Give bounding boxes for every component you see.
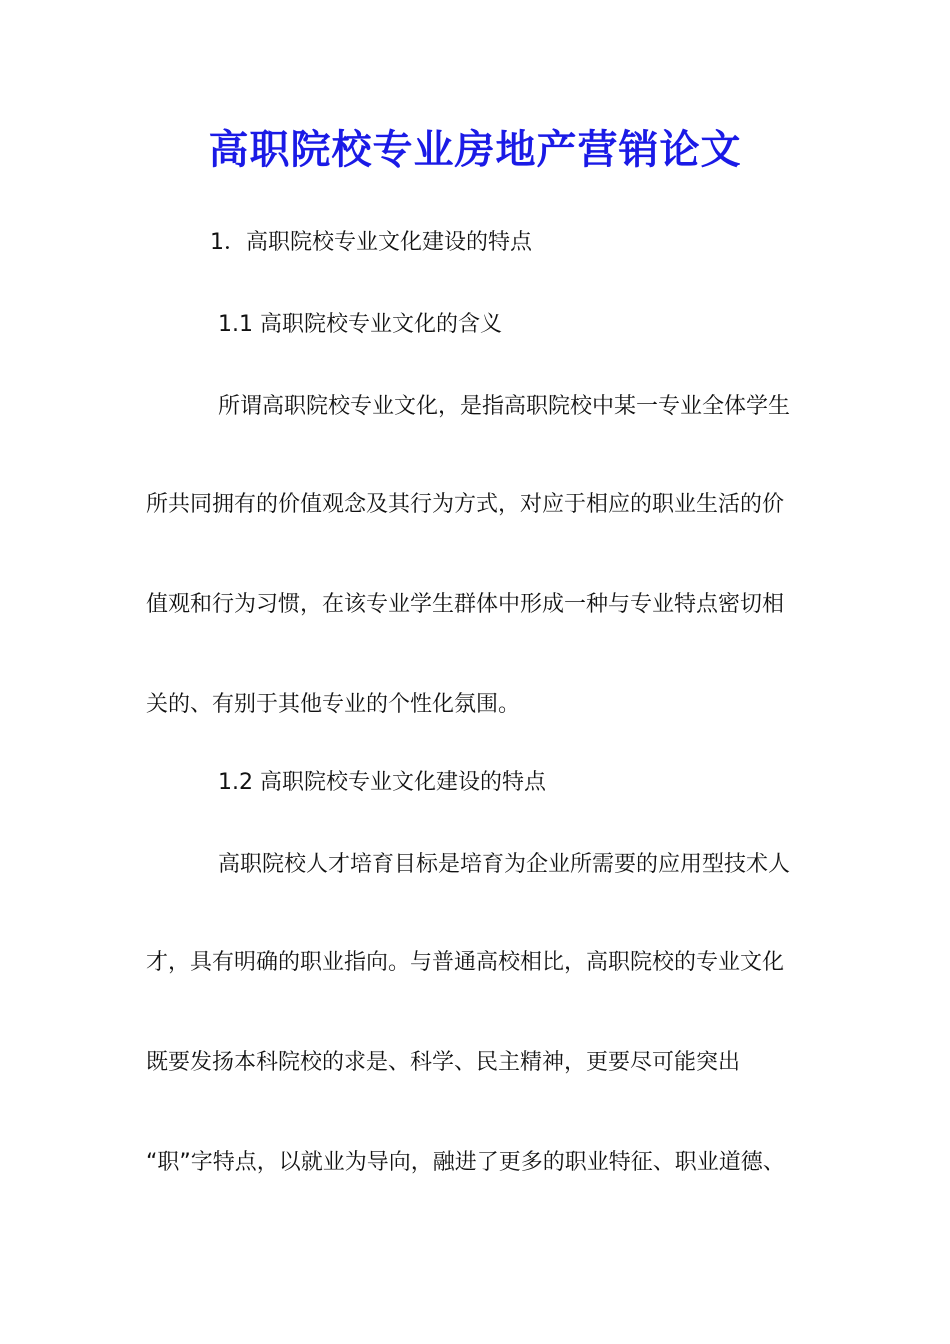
section-heading-1: 1．高职院校专业文化建设的特点 [210,230,532,255]
paragraph-2-line-1: 高职院校人才培育目标是培育为企业所需要的应用型技术人 [218,852,791,877]
section-heading-1-2: 1.2 高职院校专业文化建设的特点 [218,770,546,795]
paragraph-1-line-1: 所谓高职院校专业文化，是指高职院校中某一专业全体学生 [218,394,791,419]
paragraph-1-line-4: 关的、有别于其他专业的个性化氛围。 [146,692,521,717]
section-heading-1-1: 1.1 高职院校专业文化的含义 [218,312,502,337]
paragraph-1-line-2: 所共同拥有的价值观念及其行为方式，对应于相应的职业生活的价 [146,492,785,517]
paragraph-1-line-3: 值观和行为习惯，在该专业学生群体中形成一种与专业特点密切相 [146,592,785,617]
document-title: 高职院校专业房地产营销论文 [208,126,742,173]
paragraph-2-line-4: “职”字特点，以就业为导向，融进了更多的职业特征、职业道德、 [146,1150,785,1175]
paragraph-2-line-3: 既要发扬本科院校的求是、科学、民主精神，更要尽可能突出 [146,1050,741,1075]
paragraph-2-line-2: 才，具有明确的职业指向。与普通高校相比，高职院校的专业文化 [146,950,785,975]
